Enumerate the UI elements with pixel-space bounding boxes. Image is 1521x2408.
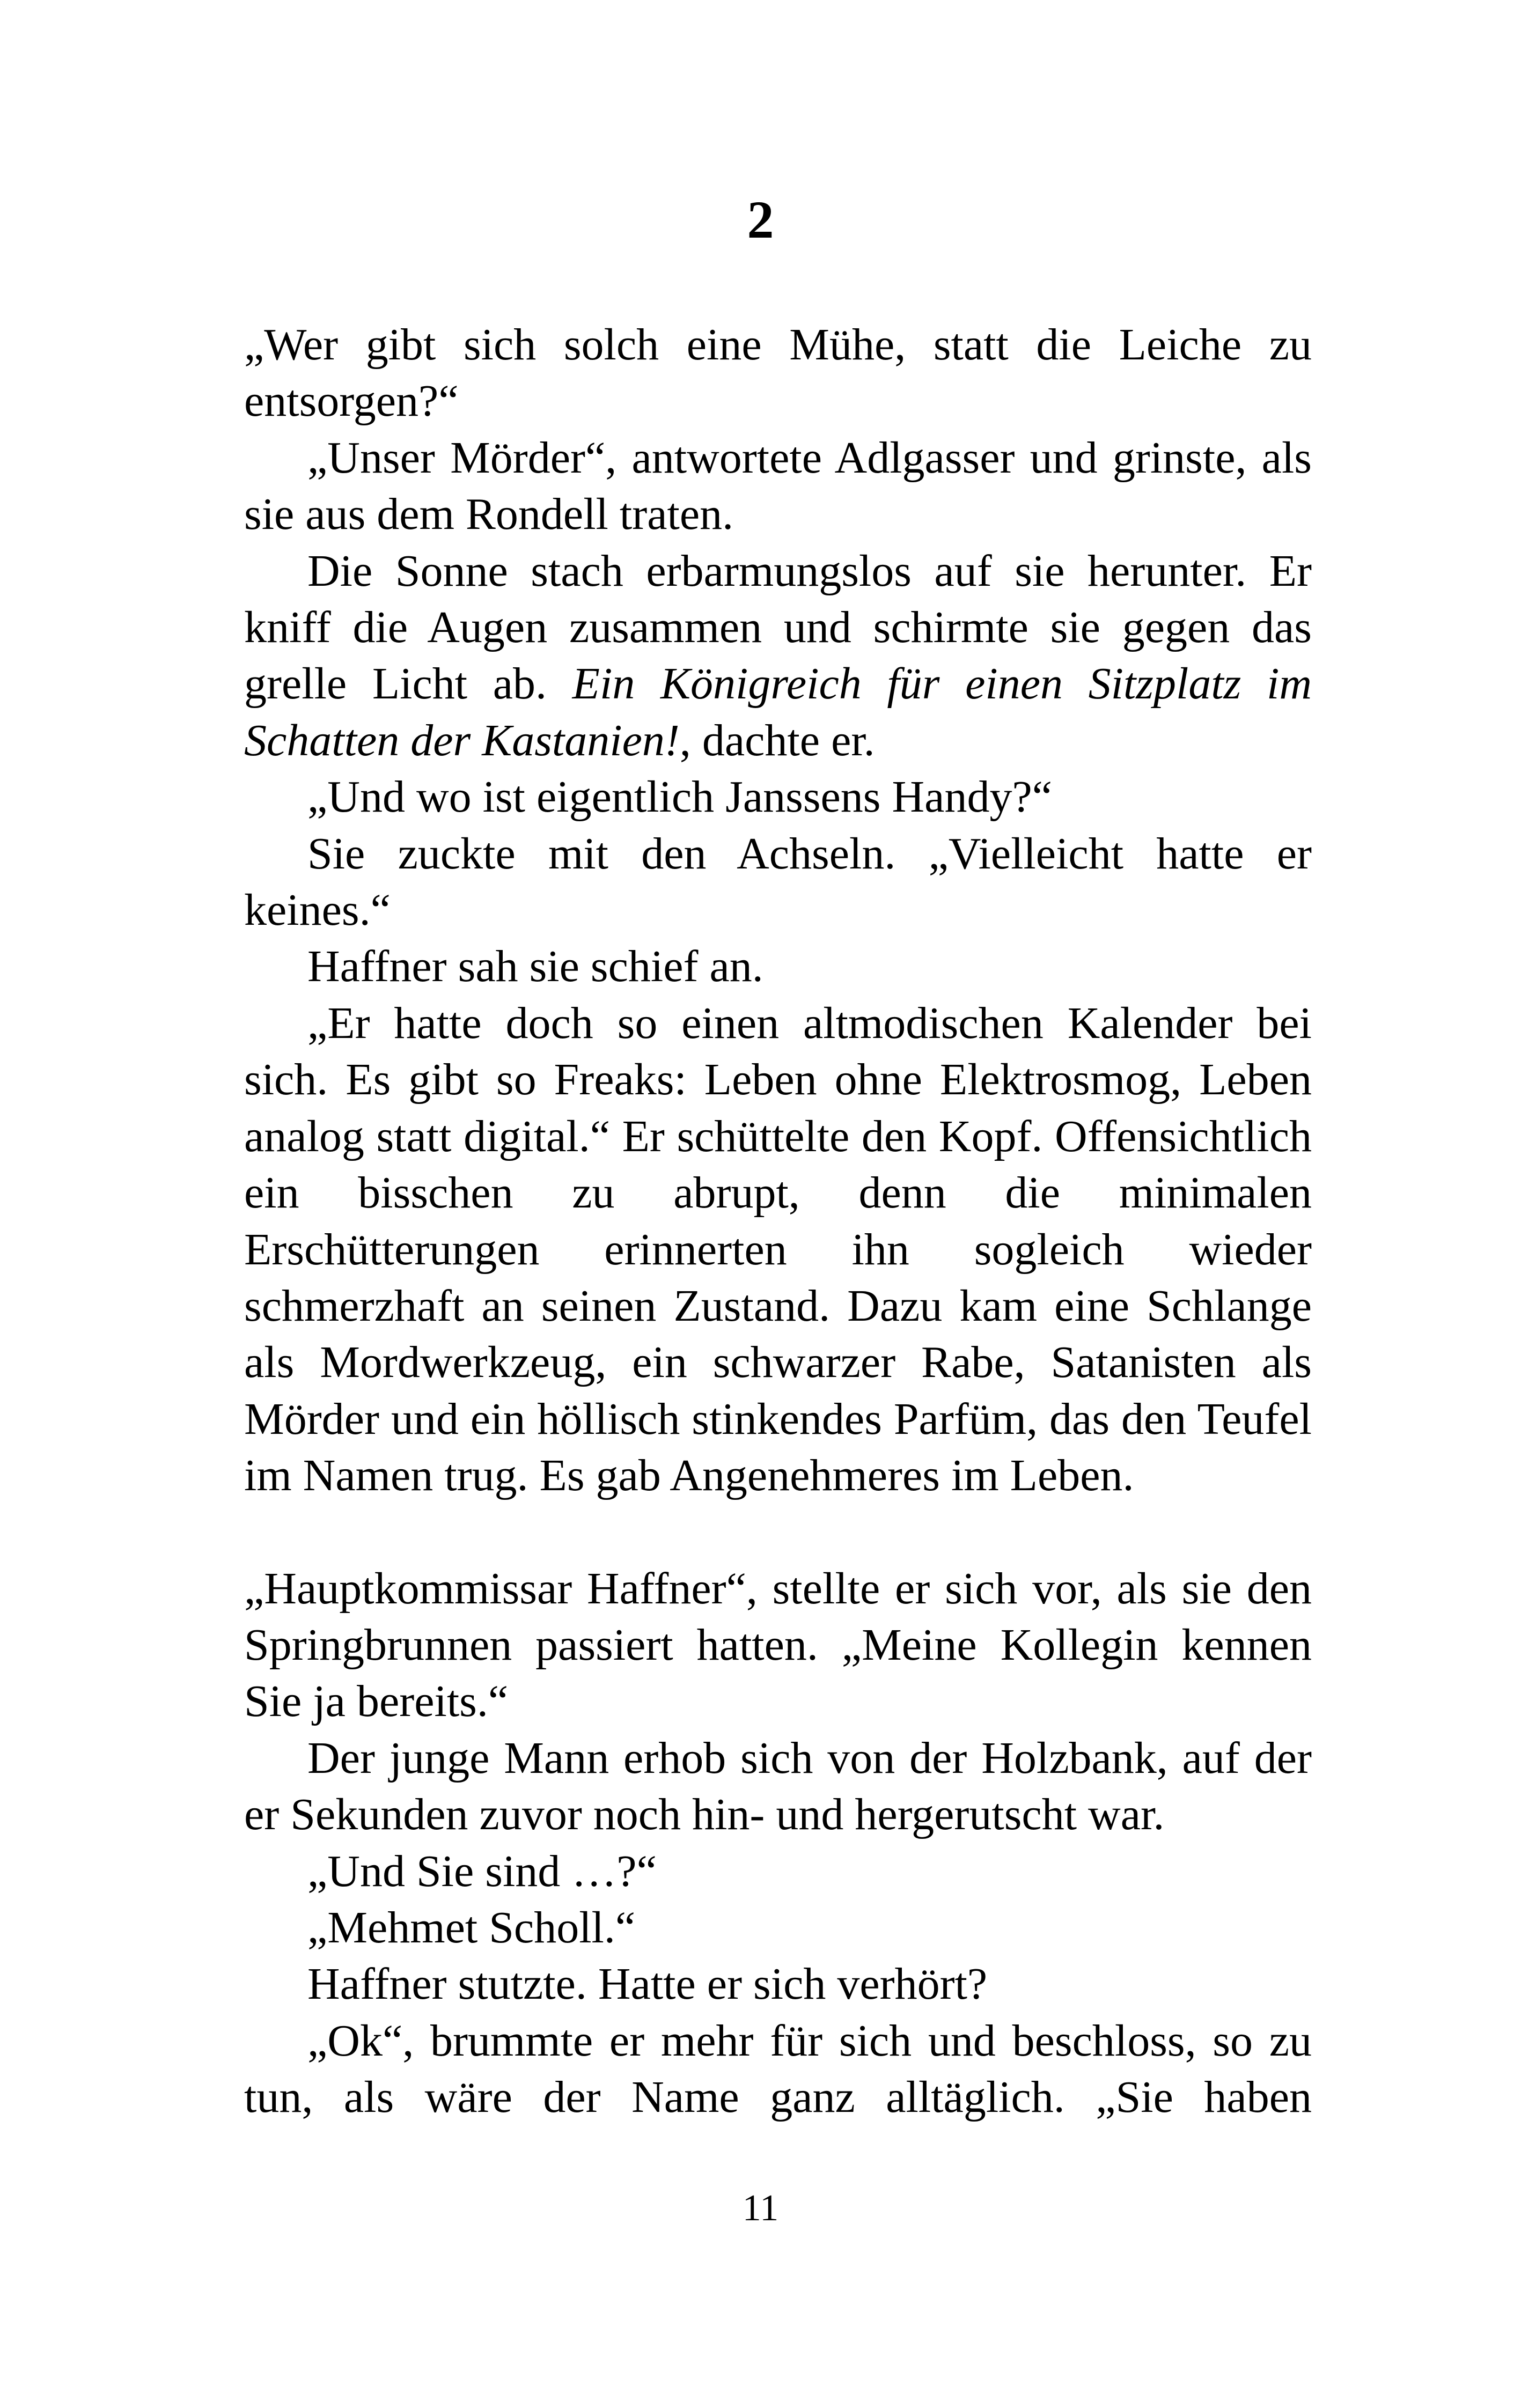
paragraph-text: , dachte er. [679, 715, 875, 765]
paragraph: „Unser Mörder“, antwortete Adlgasser und grinste, als sie aus dem Rondell traten. [244, 432, 1312, 540]
paragraph: Haffner stutzte. Hatte er sich verhört? [307, 1959, 988, 2009]
paragraph: „Und Sie sind …?“ [307, 1846, 657, 1896]
page-number: 11 [742, 2188, 779, 2229]
paragraph: „Mehmet Scholl.“ [307, 1902, 636, 1953]
paragraph: „Und wo ist eigentlich Janssens Handy?“ [307, 772, 1053, 822]
paragraph [244, 543, 1312, 769]
scene-break [244, 1504, 1312, 1560]
paragraph: Sie zuckte mit den Achseln. „Vielleicht hatte er keines.“ [244, 828, 1312, 936]
paragraph: „Hauptkommissar Haffner“, stellte er sich vor, als sie den Springbrunnen passiert hatten. „Meine Kollegin kennen Sie ja bereits.“ [244, 1563, 1312, 1727]
paragraph-text: Die Sonne stach erbarmungslos auf sie herunter. Er kniff die Augen zusammen und schirmte sie gegen das grelle Licht ab. [244, 546, 1312, 709]
paragraph: Haffner sah sie schief an. [307, 941, 763, 992]
body-text [244, 316, 1312, 2126]
paragraph: „Wer gibt sich solch eine Mühe, statt die Leiche zu entsorgen?“ [244, 320, 1312, 426]
chapter-number: 2 [747, 190, 774, 249]
paragraph: „Ok“, brummte er mehr für sich und beschloss, so zu tun, als wäre der Name ganz alltäglich. „Sie haben [244, 2015, 1312, 2123]
paragraph: Der junge Mann erhob sich von der Holzbank, auf der er Sekunden zuvor noch hin- und hergerutscht war. [244, 1733, 1312, 1840]
italic-thought: Ein Königreich für einen Sitzplatz im Schatten der Kastanien! [244, 659, 1312, 765]
paragraph: „Er hatte doch so einen altmodischen Kalender bei sich. Es gibt so Freaks: Leben ohne Elektrosmog, Leben analog statt digital.“ Er schüttelte den Kopf. Offensichtlich ein bisschen zu abrupt, denn die minimalen Erschütterungen erinnerten ihn sogleich wieder schmerzhaft an seinen Zustand. Dazu kam eine Schlange als Mordwerkzeug, ein schwarzer Rabe, Satanisten als Mörder und ein höllisch stinkendes Parfüm, das den Teufel im Namen trug. Es gab Angenehmeres im Leben. [244, 998, 1312, 1501]
